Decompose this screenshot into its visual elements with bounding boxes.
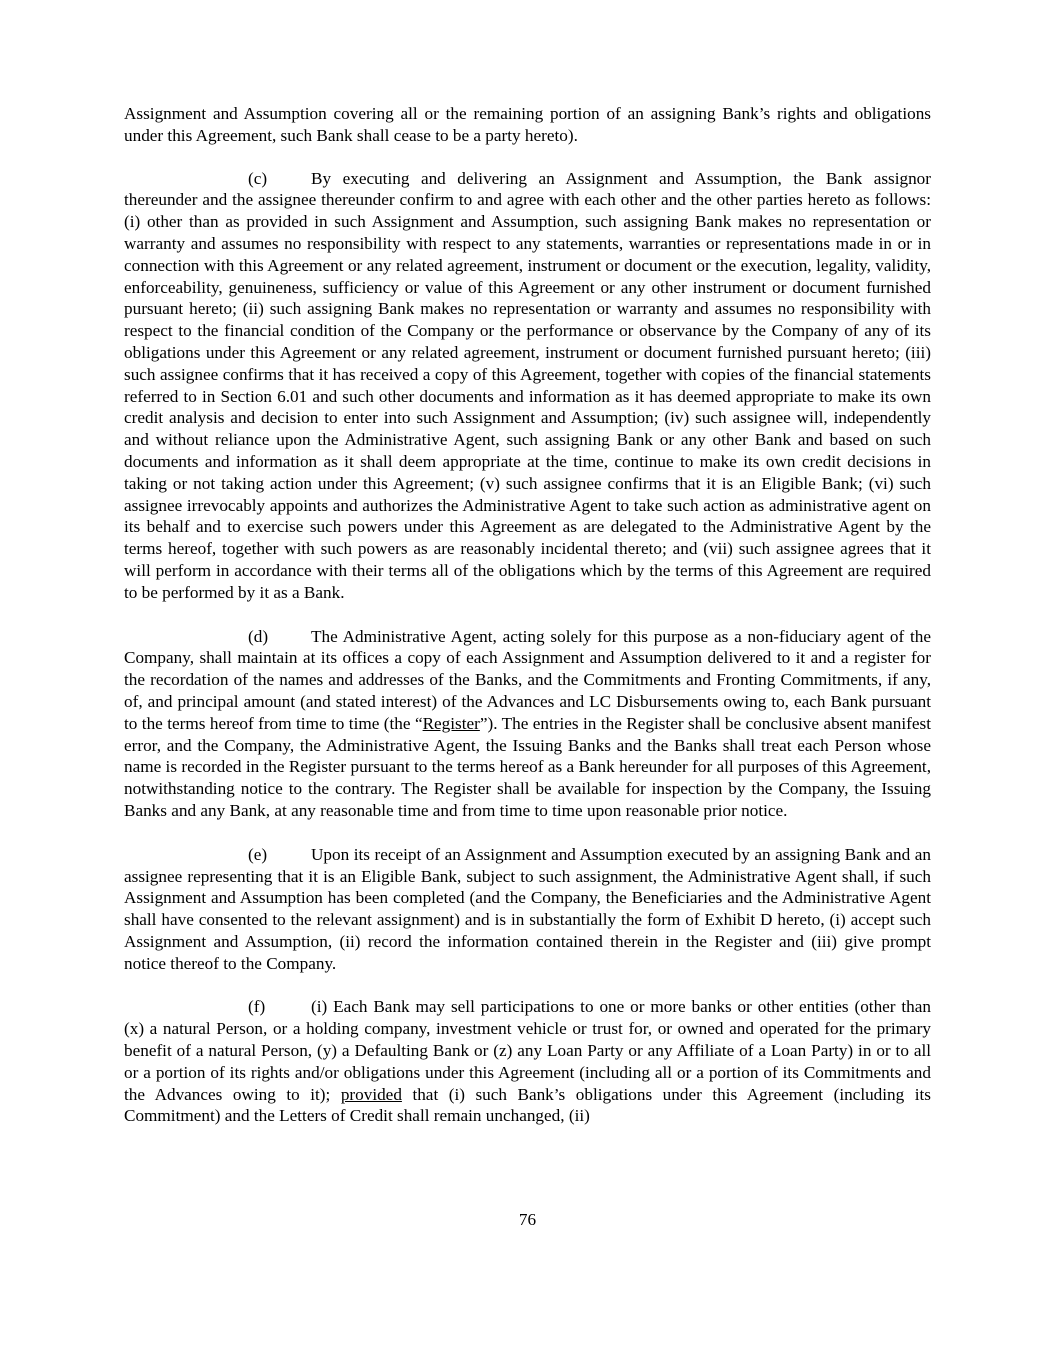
paragraph-text: ”). The entries in the Register shall be conclusive absent manifest error, and the Company, the Administrative Agent, the Issuing Banks and the Banks shall treat each Person whose name is recorded in the Register pursuant to the terms hereof as a Bank hereunder for all purposes of this Agreement, notwithstanding notice to the contrary. The Register shall be available for inspection by the Company, the Issuing Banks and any Bank, at any reasonable time and from time to time upon reasonable prior notice. bbox=[124, 713, 931, 820]
document-body bbox=[124, 103, 931, 1149]
paragraph-text: Upon its receipt of an Assignment and Assumption executed by an assigning Bank and an assignee representing that it is an Eligible Bank, subject to such assignment, the Administrative Agent shall, if such Assignment and Assumption has been completed (and the Company, the Beneficiaries and the Administrative Agent shall have consented to the relevant assignment) and is in substantially the form of Exhibit D hereto, (i) accept such Assignment and Assumption, (ii) record the information contained therein in the Register and (iii) give prompt notice thereof to the Company. bbox=[124, 844, 931, 973]
defined-term-provided: provided bbox=[340, 1084, 402, 1104]
paragraph-e bbox=[124, 844, 931, 975]
paragraph-label: (f) bbox=[248, 997, 266, 1017]
paragraph-label: (c) bbox=[248, 168, 268, 188]
paragraph-c bbox=[124, 168, 931, 604]
paragraph-continuation bbox=[124, 103, 931, 147]
paragraph-label: (d) bbox=[248, 626, 269, 646]
paragraph-text: (i) Each Bank may sell participations to one or more banks or other entities (other than (x) a natural Person, or a holding company, investment vehicle or trust for, or owned and operated for the primary benefit of a natural Person, (y) a Defaulting Bank or (z) any Loan Party or any Affiliate of a Loan Party) in or to all or a portion of its rights and/or obligations under this Agreement (including all or a portion of its Commitments and the Advances owing to it); bbox=[124, 997, 931, 1104]
paragraph-f bbox=[124, 996, 931, 1127]
paragraph-text: The Administrative Agent, acting solely for this purpose as a non-fiduciary agent of the Company, shall maintain at its offices a copy of each Assignment and Assumption delivered to it and a register for the recordation of the names and addresses of the Banks, and the Commitments and Fronting Commitments, if any, of, and principal amount (and stated interest) of the Advances and LC Disbursements owing to, each Bank pursuant to the terms hereof from time to time (the “ bbox=[124, 626, 931, 733]
paragraph-label: (e) bbox=[248, 844, 268, 864]
paragraph-text: Assignment and Assumption covering all or the remaining portion of an assigning Bank’s rights and obligations under this Agreement, such Bank shall cease to be a party hereto). bbox=[124, 104, 931, 145]
paragraph-d bbox=[124, 626, 931, 822]
page-number: 76 bbox=[518, 1210, 537, 1229]
paragraph-text: that (i) such Bank’s obligations under this Agreement (including its Commitment) and the Letters of Credit shall remain unchanged, (ii) bbox=[124, 1084, 931, 1126]
paragraph-text: By executing and delivering an Assignment and Assumption, the Bank assignor thereunder and the assignee thereunder confirm to and agree with each other and the other parties hereto as follows: (i) other than as provided in such Assignment and Assumption, such assigning Bank makes no representation or warranty and assumes no responsibility with respect to any statements, warranties or representations made in or in connection with this Agreement or any related agreement, instrument or document or the execution, legality, validity, enforceability, genuineness, sufficiency or value of this Agreement or any other instrument or document furnished pursuant hereto; (ii) such assigning Bank makes no representation or warranty and assumes no responsibility with respect to the financial condition of the Company or the performance or observance by the Company of any of its obligations under this Agreement or any related agreement, instrument or document furnished pursuant hereto; (iii) such assignee confirms that it has received a copy of this Agreement, together with copies of the financial statements referred to in Section 6.01 and such other documents and information as it has deemed appropriate to make its own credit analysis and decision to enter into such Assignment and Assumption; (iv) such assignee will, independently and without reliance upon the Administrative Agent, such assigning Bank or any other Bank and based on such documents and information as it shall deem appropriate at the time, continue to make its own credit decisions in taking or not taking action under this Agreement; (v) such assignee confirms that it is an Eligible Bank; (vi) such assignee irrevocably appoints and authorizes the Administrative Agent to take such action as administrative agent on its behalf and to exercise such powers under this Agreement as are delegated to the Administrative Agent by the terms hereof, together with such powers as are reasonably incidental thereto; and (vii) such assignee agrees that it will perform in accordance with their terms all of the obligations which by the terms of this Agreement are required to be performed by it as a Bank. bbox=[124, 168, 931, 602]
defined-term-register: Register bbox=[422, 713, 480, 733]
